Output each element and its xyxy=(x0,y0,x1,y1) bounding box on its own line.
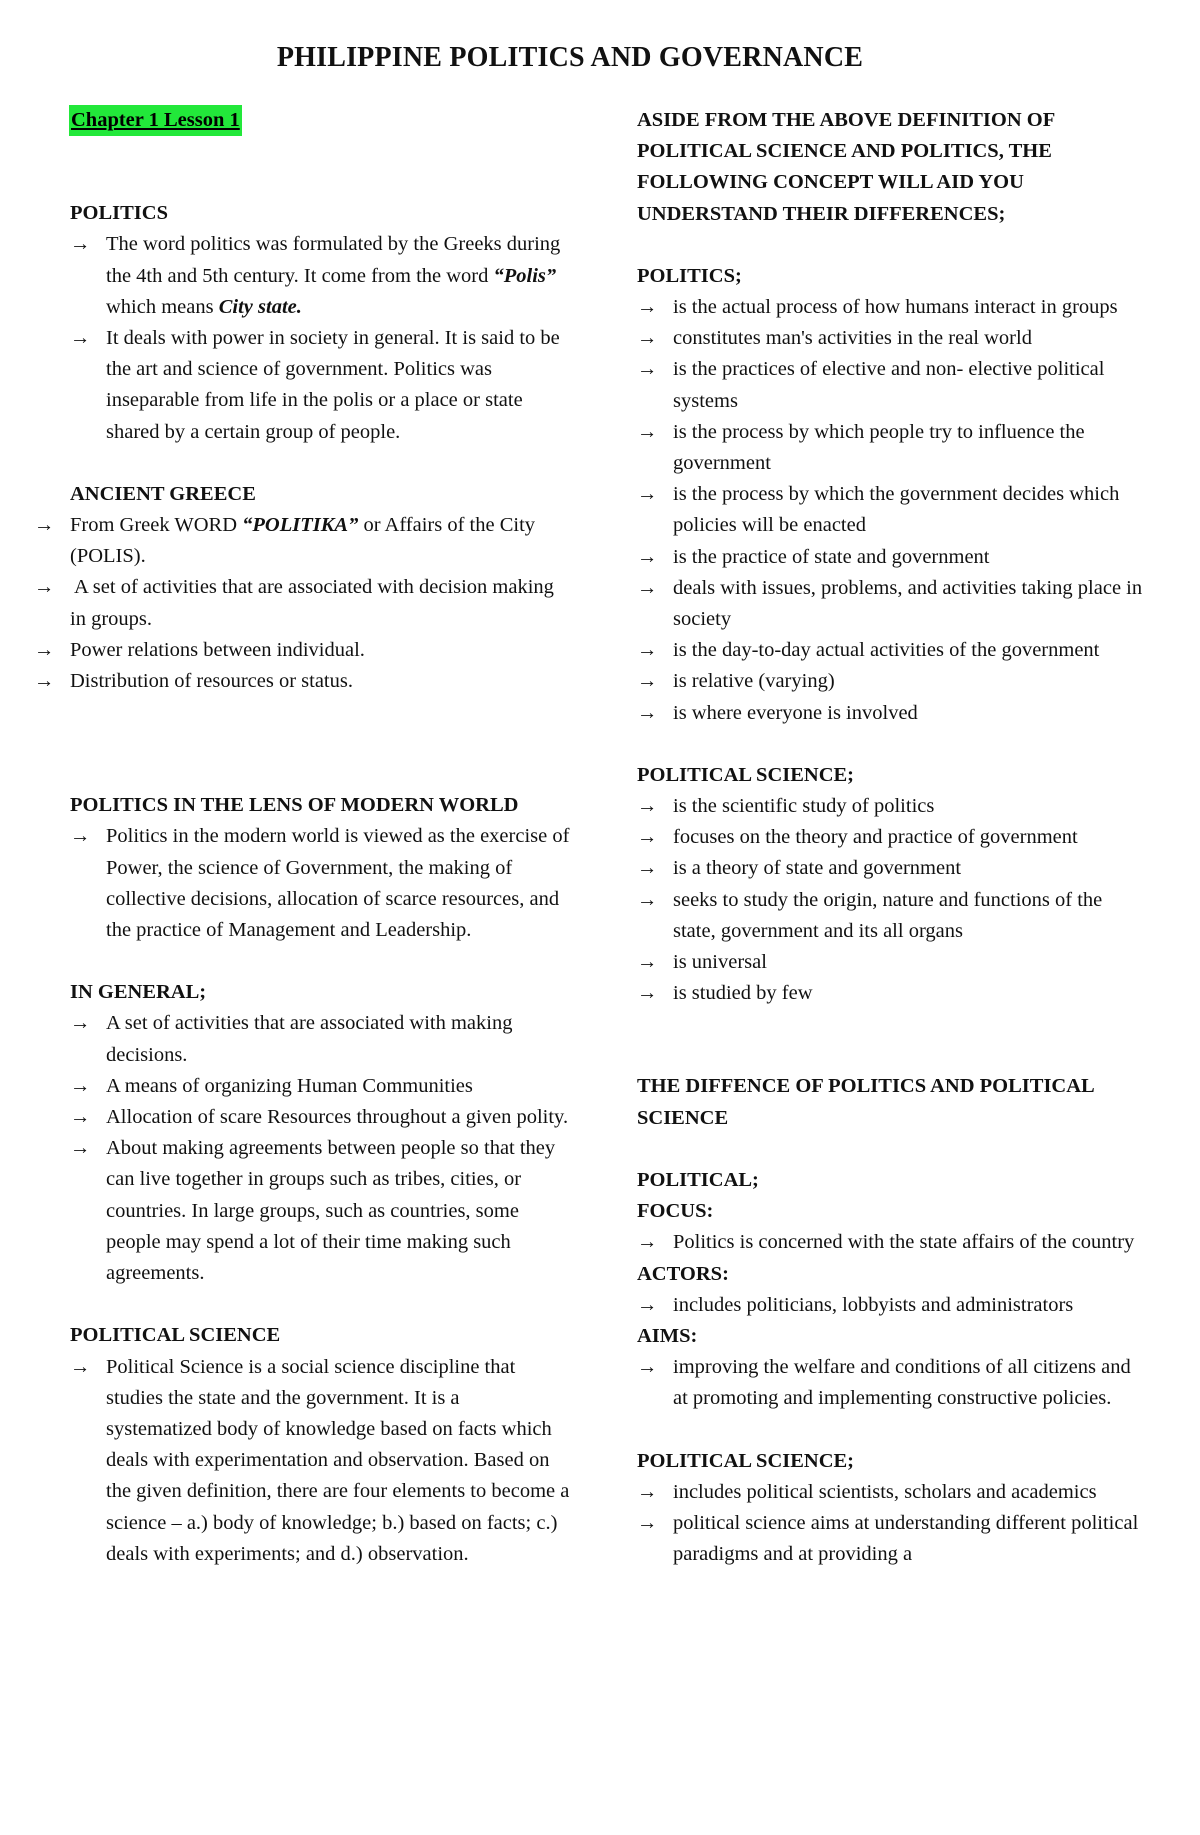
list-item: → A set of activities that are associated with decision making in groups. xyxy=(70,572,570,634)
list-item: → focuses on the theory and practice of government xyxy=(637,822,1147,853)
arrow-icon: → xyxy=(637,701,658,724)
arrow-icon: → xyxy=(637,576,658,599)
chapter-label: Chapter 1 Lesson 1 xyxy=(69,105,242,136)
arrow-icon: → xyxy=(70,825,91,848)
focus-list xyxy=(637,1227,1147,1258)
aims-heading: AIMS: xyxy=(637,1324,698,1347)
political-heading: POLITICAL; xyxy=(637,1168,759,1191)
aims-list xyxy=(637,1352,1147,1414)
list-item: → is the scientific study of politics xyxy=(637,791,1147,822)
list-item: → Politics is concerned with the state affairs of the country xyxy=(637,1227,1147,1258)
arrow-icon: → xyxy=(637,327,658,350)
modern-world-heading: POLITICS IN THE LENS OF MODERN WORLD xyxy=(70,794,519,817)
list-item: → is the practices of elective and non- elective political systems xyxy=(637,354,1147,416)
right-column xyxy=(637,105,1147,1570)
arrow-icon: → xyxy=(637,1231,658,1254)
arrow-icon: → xyxy=(34,514,55,537)
arrow-icon: → xyxy=(70,1012,91,1035)
list-item: → deals with issues, problems, and activities taking place in society xyxy=(637,573,1147,635)
arrow-icon: → xyxy=(637,1293,658,1316)
list-item: → political science aims at understanding different political paradigms and at providing a xyxy=(637,1508,1147,1570)
arrow-icon: → xyxy=(70,327,91,350)
list-item: → is the process by which people try to influence the government xyxy=(637,417,1147,479)
arrow-icon: → xyxy=(34,638,55,661)
in-general-list xyxy=(70,1008,570,1289)
arrow-icon: → xyxy=(637,670,658,693)
arrow-icon: → xyxy=(637,545,658,568)
arrow-icon: → xyxy=(637,826,658,849)
arrow-icon: → xyxy=(637,857,658,880)
list-item: → includes politicians, lobbyists and administrators xyxy=(637,1290,1147,1321)
list-item: → seeks to study the origin, nature and functions of the state, government and its all organs xyxy=(637,885,1147,947)
politics-traits-list xyxy=(637,292,1147,729)
page-title: PHILIPPINE POLITICS AND GOVERNANCE xyxy=(276,42,864,73)
political-science-heading: POLITICAL SCIENCE xyxy=(70,1324,281,1347)
list-item: → is the practice of state and government xyxy=(637,542,1147,573)
left-column xyxy=(34,105,570,1570)
arrow-icon: → xyxy=(70,1355,91,1378)
list-item: → A means of organizing Human Communities xyxy=(70,1071,570,1102)
arrow-icon: → xyxy=(637,1480,658,1503)
list-item: → includes political scientists, scholars and academics xyxy=(637,1477,1147,1508)
arrow-icon: → xyxy=(637,296,658,319)
list-item: → About making agreements between people so that they can live together in groups such as tribes, cities, or countries. In large groups, such as countries, some people may spend a lot of their time making such agreements. xyxy=(70,1133,570,1289)
arrow-icon: → xyxy=(637,982,658,1005)
arrow-icon: → xyxy=(637,888,658,911)
intro-heading: ASIDE FROM THE ABOVE DEFINITION OF POLITICAL SCIENCE AND POLITICS, THE FOLLOWING CONCEPT WILL AID YOU UNDERSTAND THEIR DIFFERENCES; xyxy=(637,109,1055,225)
arrow-icon: → xyxy=(637,951,658,974)
list-item: → Power relations between individual. xyxy=(70,635,570,666)
modern-world-list xyxy=(70,821,570,946)
list-item: → is a theory of state and government xyxy=(637,853,1147,884)
arrow-icon: → xyxy=(637,1356,658,1379)
list-item: → The word politics was formulated by the Greeks during the 4th and 5th century. It come from the word “Polis” which means City state. xyxy=(70,229,570,323)
politics-list xyxy=(70,229,570,447)
arrow-icon: → xyxy=(637,639,658,662)
political-science-traits-list xyxy=(637,791,1147,1009)
ancient-greece-heading: ANCIENT GREECE xyxy=(70,482,256,505)
list-item: → Political Science is a social science discipline that studies the state and the government. It is a systematized body of knowledge based on facts which deals with experimentation and observation. Based on the given definition, there are four elements to become a science – a.) body of knowledge; b.) based on facts; c.) deals with experiments; and d.) observation. xyxy=(70,1352,570,1570)
arrow-icon: → xyxy=(637,358,658,381)
list-item: → is universal xyxy=(637,947,1147,978)
arrow-icon: → xyxy=(70,233,91,256)
ancient-greece-list xyxy=(34,510,570,697)
political-science-traits-heading: POLITICAL SCIENCE; xyxy=(637,763,855,786)
list-item: → It deals with power in society in general. It is said to be the art and science of government. Politics was inseparable from life in the polis or a place or state shared by a certain group of people. xyxy=(70,323,570,448)
list-item: → is the actual process of how humans interact in groups xyxy=(637,292,1147,323)
arrow-icon: → xyxy=(70,1137,91,1160)
difference-heading: THE DIFFENCE OF POLITICS AND POLITICAL SCIENCE xyxy=(637,1075,1094,1129)
list-item: → Distribution of resources or status. xyxy=(70,666,570,697)
in-general-heading: IN GENERAL; xyxy=(70,981,207,1004)
actors-list xyxy=(637,1290,1147,1321)
list-item: → Politics in the modern world is viewed as the exercise of Power, the science of Government, the making of collective decisions, allocation of scarce resources, and the practice of Management and Leadership. xyxy=(70,821,570,946)
arrow-icon: → xyxy=(34,670,55,693)
arrow-icon: → xyxy=(637,1511,658,1534)
arrow-icon: → xyxy=(70,1074,91,1097)
politics-traits-heading: POLITICS; xyxy=(637,264,742,287)
arrow-icon: → xyxy=(34,576,55,599)
arrow-icon: → xyxy=(637,420,658,443)
list-item: → A set of activities that are associated with making decisions. xyxy=(70,1008,570,1070)
list-item: → Allocation of scare Resources throughout a given polity. xyxy=(70,1102,570,1133)
actors-heading: ACTORS: xyxy=(637,1262,729,1285)
political-science-actors-list xyxy=(637,1477,1147,1571)
politics-heading: POLITICS xyxy=(70,202,168,225)
list-item: → constitutes man's activities in the real world xyxy=(637,323,1147,354)
list-item: → is where everyone is involved xyxy=(637,698,1147,729)
arrow-icon: → xyxy=(70,1106,91,1129)
arrow-icon: → xyxy=(637,795,658,818)
list-item: → is studied by few xyxy=(637,978,1147,1009)
political-science-list xyxy=(70,1352,570,1570)
political-science-actors-heading: POLITICAL SCIENCE; xyxy=(637,1449,855,1472)
list-item: → is the process by which the government decides which policies will be enacted xyxy=(637,479,1147,541)
focus-heading: FOCUS: xyxy=(637,1200,714,1223)
list-item: → From Greek WORD “POLITIKA” or Affairs of the City (POLIS). xyxy=(70,510,570,572)
arrow-icon: → xyxy=(637,483,658,506)
list-item: → is relative (varying) xyxy=(637,666,1147,697)
list-item: → improving the welfare and conditions of all citizens and at promoting and implementing constructive policies. xyxy=(637,1352,1147,1414)
list-item: → is the day-to-day actual activities of the government xyxy=(637,635,1147,666)
